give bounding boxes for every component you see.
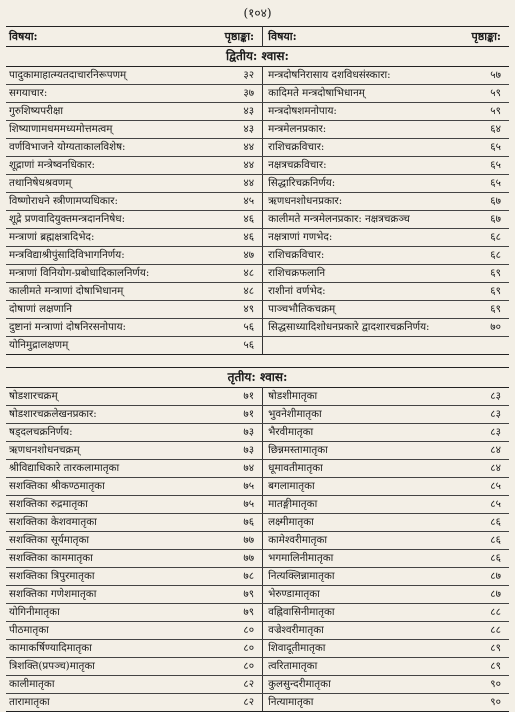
table-row	[6, 514, 509, 532]
entry-title-left: योनिमुद्रालक्षणम्	[6, 337, 208, 355]
entry-title-right: धूमावतीमातृका	[263, 460, 453, 478]
entry-page-left: ४३	[208, 121, 262, 139]
entry-title-left: सशक्तिका केशवमातृका	[6, 514, 208, 532]
table-row	[6, 586, 509, 604]
section-heading-row	[6, 47, 509, 67]
table-row	[6, 283, 509, 301]
entry-title-left: ऋणधनशोधनचक्रम्	[6, 442, 208, 460]
entry-page-right: ७०	[453, 319, 509, 337]
entry-page-right: ८४	[453, 460, 509, 478]
entry-page-left: ७३	[208, 442, 262, 460]
entry-page-right: ६९	[453, 301, 509, 319]
entry-page-right: ५९	[453, 103, 509, 121]
entry-page-left: ८०	[208, 622, 262, 640]
entry-page-right: ८३	[453, 406, 509, 424]
entry-page-right: ८८	[453, 622, 509, 640]
section-heading: द्वितीय: श्वास:	[226, 49, 289, 63]
entry-title-right: राशीनां वर्णभेद:	[263, 283, 453, 301]
entry-title-left: दोषाणां लक्षणानि	[6, 301, 208, 319]
entry-page-left: ४९	[208, 301, 262, 319]
entry-title-left: शूद्रे प्रणवादियुक्तमन्त्रदाननिषेध:	[6, 211, 208, 229]
entry-page-left: ५६	[208, 337, 262, 355]
entry-page-right: ६५	[453, 175, 509, 193]
entry-title-right: राशिचक्रफलानि	[263, 265, 453, 283]
entry-title-right: नक्षत्राणां गणभेद:	[263, 229, 453, 247]
entry-title-left: कालीमातृका	[6, 676, 208, 694]
entry-page-right: ६८	[453, 229, 509, 247]
table-row	[6, 622, 509, 640]
entry-page-right: ६८	[453, 247, 509, 265]
entry-title-right: षोडशीमातृका	[263, 388, 453, 406]
entry-title-right: कालीमते मन्त्रमेलनप्रकार: नक्षत्रचक्रञ्च	[263, 211, 453, 229]
entry-page-right: ८७	[453, 568, 509, 586]
section-heading: तृतीय: श्वास:	[227, 370, 288, 384]
header-row	[6, 27, 509, 47]
entry-page-left: ४५	[208, 193, 262, 211]
entry-page-right: ८६	[453, 514, 509, 532]
table-row	[6, 532, 509, 550]
entry-title-left: पीठमातृका	[6, 622, 208, 640]
entry-title-left: वर्णविभाजने योग्यताकालविशेष:	[6, 139, 208, 157]
entry-page-left: ७९	[208, 604, 262, 622]
table-row	[6, 121, 509, 139]
page-header-right: पृष्ठाङ्का:	[471, 30, 501, 43]
entry-page-left: ४८	[208, 283, 262, 301]
entry-title-left: तथानिषेधश्रवणम्	[6, 175, 208, 193]
entry-page-left: ७७	[208, 550, 262, 568]
table-row	[6, 604, 509, 622]
entry-title-left: मन्त्राणां ब्रह्मक्षत्रादिभेद:	[6, 229, 208, 247]
entry-title-left: श्रीविद्याधिकारे तारकलामातृका	[6, 460, 208, 478]
table-row	[6, 694, 509, 712]
table-row	[6, 139, 509, 157]
entry-title-right: भुवनेशीमातृका	[263, 406, 453, 424]
entry-page-right: ९०	[453, 694, 509, 712]
entry-title-left: विष्णोराधने स्त्रीणामप्यधिकार:	[6, 193, 208, 211]
section-heading-row	[6, 368, 509, 388]
entry-page-left: ७७	[208, 532, 262, 550]
entry-title-left: पादुकामाहात्म्यतदाचारनिरूपणम्	[6, 67, 208, 85]
entry-title-right: मन्त्रमेलनप्रकार:	[263, 121, 453, 139]
table-row	[6, 67, 509, 85]
entry-title-left: गुरुशिष्यपरीक्षा	[6, 103, 208, 121]
entry-title-left: सगयाचार:	[6, 85, 208, 103]
entry-title-left: मन्त्रविद्याश्रीपुंसादिविभागनिर्णय:	[6, 247, 208, 265]
entry-title-left: शिष्याणामधममध्यमोत्तमत्वम्	[6, 121, 208, 139]
entry-page-left: ७६	[208, 514, 262, 532]
entry-title-right: मन्त्रदोषनिरासाय दशविधसंस्कारा:	[263, 67, 453, 85]
entry-page-right: ६९	[453, 265, 509, 283]
entry-page-right: ६५	[453, 139, 509, 157]
entry-title-right: त्वरितामातृका	[263, 658, 453, 676]
entry-title-right: राशिचक्रविचार:	[263, 247, 453, 265]
entry-page-left: ७९	[208, 586, 262, 604]
table-row	[6, 496, 509, 514]
table-row	[6, 676, 509, 694]
entry-title-right: मातङ्गीमातृका	[263, 496, 453, 514]
table-row	[6, 550, 509, 568]
entry-title-right: पाञ्चभौतिकचक्रम्	[263, 301, 453, 319]
table-row	[6, 478, 509, 496]
entry-title-right: नित्यामातृका	[263, 694, 453, 712]
table-row	[6, 319, 509, 337]
entry-page-left: ८०	[208, 658, 262, 676]
table-row	[6, 301, 509, 319]
page-header-left: पृष्ठाङ्का:	[224, 30, 255, 43]
entry-title-left: दुष्टानां मन्त्राणां दोषनिरसनोपाय:	[6, 319, 208, 337]
entry-page-right: ८३	[453, 424, 509, 442]
entry-page-right: ८४	[453, 442, 509, 460]
entry-title-right: ऋणधनशोधनप्रकार:	[263, 193, 453, 211]
entry-page-right: ८५	[453, 496, 509, 514]
entry-title-left: सशक्तिका काममातृका	[6, 550, 208, 568]
entry-page-left: ३७	[208, 85, 262, 103]
table-row	[6, 247, 509, 265]
entry-title-right: शिवादूतीमातृका	[263, 640, 453, 658]
entry-title-right: सिद्धारिचक्रनिर्णय:	[263, 175, 453, 193]
table-row	[6, 337, 509, 355]
entry-title-left: सशक्तिका त्रिपुरमातृका	[6, 568, 208, 586]
entry-title-left: सशक्तिका गणेशमातृका	[6, 586, 208, 604]
entry-page-right: ५९	[453, 85, 509, 103]
entry-title-right: कामेश्वरीमातृका	[263, 532, 453, 550]
entry-page-right: ६७	[453, 193, 509, 211]
entry-title-left: षोडशारचक्रलेखनप्रकार:	[6, 406, 208, 424]
entry-page-left: ४४	[208, 175, 262, 193]
entry-page-left: ५६	[208, 319, 262, 337]
entry-page-left: ४६	[208, 229, 262, 247]
entry-page-left: ७५	[208, 478, 262, 496]
entry-title-right: कादिमते मन्त्रदोषाभिधानम्	[263, 85, 453, 103]
contents-table	[6, 26, 509, 712]
entry-page-right: ८६	[453, 550, 509, 568]
entry-title-left: शूद्राणां मन्त्रेष्वनधिकार:	[6, 157, 208, 175]
table-row	[6, 157, 509, 175]
entry-page-right: ८५	[453, 478, 509, 496]
entry-title-left: षोडशारचक्रम्	[6, 388, 208, 406]
entry-title-right: सिद्धसाध्यादिशोधनप्रकारे द्वादशारचक्रनिर्णय:	[263, 319, 453, 337]
entry-page-left: ७१	[208, 406, 262, 424]
entry-title-right: भगमालिनीमातृका	[263, 550, 453, 568]
entry-page-right: ८३	[453, 388, 509, 406]
entry-page-left: ३२	[208, 67, 262, 85]
table-row	[6, 85, 509, 103]
entry-page-right: ६७	[453, 211, 509, 229]
entry-title-right	[263, 337, 453, 355]
entry-page-right	[453, 337, 509, 355]
entry-title-left: कामाकर्षिण्यादिमातृका	[6, 640, 208, 658]
entry-page-left: ८२	[208, 676, 262, 694]
entry-page-left: ७३	[208, 424, 262, 442]
table-row	[6, 406, 509, 424]
entry-title-right: लक्ष्मीमातृका	[263, 514, 453, 532]
entry-page-right: ५७	[453, 67, 509, 85]
entry-title-left: कालीमते मन्त्राणां दोषाभिधानम्	[6, 283, 208, 301]
entry-page-left: ४७	[208, 247, 262, 265]
entry-page-right: ८६	[453, 532, 509, 550]
entry-title-right: बगलामातृका	[263, 478, 453, 496]
entry-page-left: ८०	[208, 640, 262, 658]
table-row	[6, 265, 509, 283]
table-row	[6, 211, 509, 229]
entry-title-left: षड्दलचक्रनिर्णय:	[6, 424, 208, 442]
table-row	[6, 103, 509, 121]
entry-page-left: ४३	[208, 103, 262, 121]
entry-page-left: ७१	[208, 388, 262, 406]
entry-title-right: कुलसुन्दरीमातृका	[263, 676, 453, 694]
entry-page-left: ८२	[208, 694, 262, 712]
entry-page-right: ६४	[453, 121, 509, 139]
entry-page-right: ९०	[453, 676, 509, 694]
entry-title-right: छिन्नमस्तामातृका	[263, 442, 453, 460]
entry-page-right: ६९	[453, 283, 509, 301]
entry-title-left: त्रिशक्ति(प्रपञ्च)मातृका	[6, 658, 208, 676]
table-row	[6, 658, 509, 676]
entry-title-right: वह्निवासिनीमातृका	[263, 604, 453, 622]
table-row	[6, 388, 509, 406]
entry-title-right: राशिचक्रविचार:	[263, 139, 453, 157]
entry-title-left: तारामातृका	[6, 694, 208, 712]
entry-title-right: भेरुण्डामातृका	[263, 586, 453, 604]
page-number: (१०४)	[243, 6, 272, 20]
entry-page-right: ८९	[453, 658, 509, 676]
entry-title-right: भैरवीमातृका	[263, 424, 453, 442]
entry-page-left: ७४	[208, 460, 262, 478]
entry-title-left: सशक्तिका रुद्रमातृका	[6, 496, 208, 514]
topic-header-right: विषया:	[263, 27, 453, 47]
entry-page-right: ६५	[453, 157, 509, 175]
entry-page-right: ८९	[453, 640, 509, 658]
entry-title-right: नित्यक्लिन्नामातृका	[263, 568, 453, 586]
table-row	[6, 175, 509, 193]
section-gap	[6, 355, 509, 368]
table-row	[6, 193, 509, 211]
entry-title-right: मन्त्रदोषशमनोपाय:	[263, 103, 453, 121]
entry-title-left: मन्त्राणां विनियोग-प्रबोधादिकालनिर्णय:	[6, 265, 208, 283]
table-row	[6, 424, 509, 442]
entry-page-left: ४४	[208, 157, 262, 175]
entry-title-left: सशक्तिका श्रीकण्ठमातृका	[6, 478, 208, 496]
table-row	[6, 229, 509, 247]
entry-page-left: ७८	[208, 568, 262, 586]
entry-page-right: ८८	[453, 604, 509, 622]
entry-page-left: ४६	[208, 211, 262, 229]
table-row	[6, 460, 509, 478]
topic-header-left: विषया:	[9, 30, 38, 43]
table-row	[6, 442, 509, 460]
entry-page-left: ४८	[208, 265, 262, 283]
entry-page-left: ७५	[208, 496, 262, 514]
entry-title-left: सशक्तिका सूर्यमातृका	[6, 532, 208, 550]
table-row	[6, 568, 509, 586]
entry-title-right: वज्रेश्वरीमातृका	[263, 622, 453, 640]
entry-page-right: ८७	[453, 586, 509, 604]
entry-title-right: नक्षत्रचक्रविचार:	[263, 157, 453, 175]
entry-title-left: योगिनीमातृका	[6, 604, 208, 622]
table-row	[6, 640, 509, 658]
entry-page-left: ४४	[208, 139, 262, 157]
